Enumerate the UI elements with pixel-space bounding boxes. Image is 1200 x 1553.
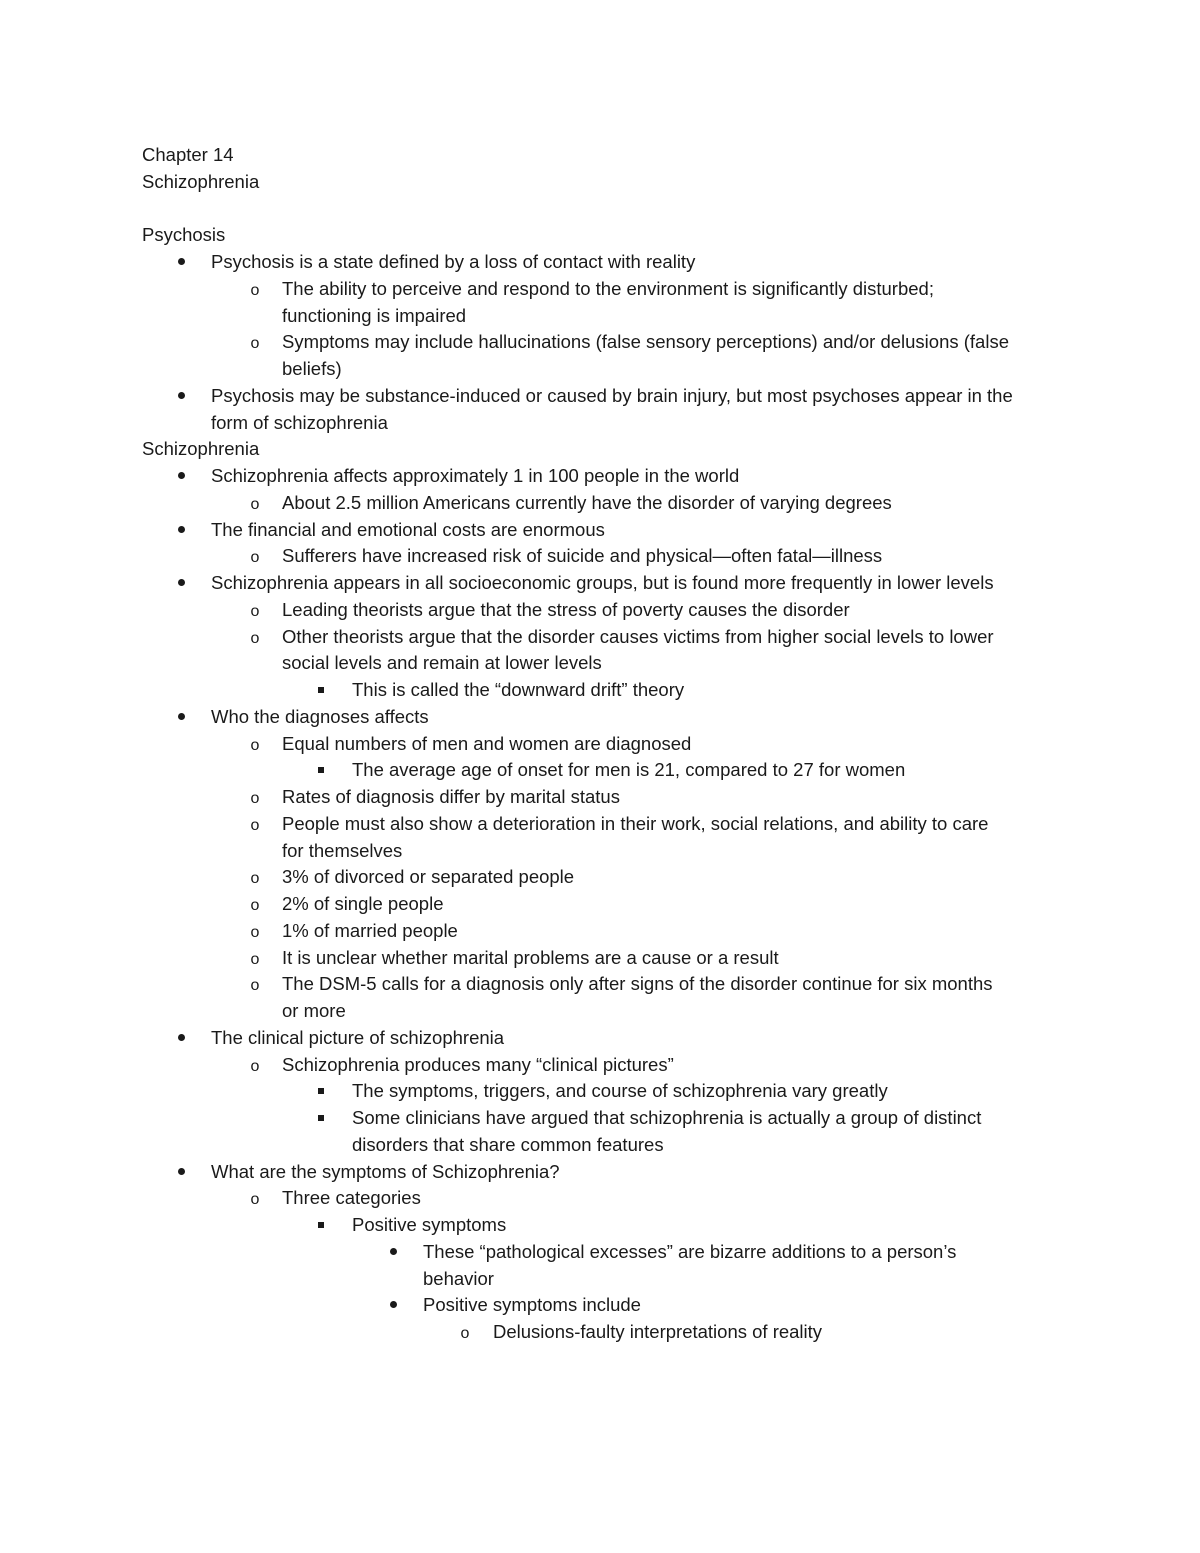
circle-bullet-icon: o bbox=[250, 495, 260, 513]
circle-bullet-icon: o bbox=[250, 870, 260, 888]
list-item-text: functioning is impaired bbox=[282, 304, 467, 326]
circle-bullet-icon: o bbox=[250, 335, 260, 353]
circle-bullet-icon: o bbox=[250, 790, 260, 807]
list-item-text: disorders that share common features bbox=[352, 1133, 664, 1155]
bullet-icon bbox=[173, 705, 189, 729]
list-item-text: Schizophrenia produces many “clinical pictures” bbox=[282, 1053, 674, 1075]
circle-bullet-icon: o bbox=[250, 977, 260, 995]
circle-bullet-icon: o bbox=[250, 950, 260, 968]
list-item-text: Positive symptoms bbox=[352, 1214, 507, 1235]
list-item-text: It is unclear whether marital problems are a cause or a result bbox=[282, 946, 779, 968]
bullet-icon bbox=[385, 1240, 401, 1264]
list-item-text: 3% of divorced or separated people bbox=[282, 866, 575, 888]
bullet-icon bbox=[173, 384, 189, 408]
circle-bullet-icon: o bbox=[250, 923, 260, 941]
list-item-text: 2% of single people bbox=[282, 893, 444, 914]
list-item-text: Three categories bbox=[282, 1187, 421, 1209]
circle-bullet-icon: o bbox=[250, 1057, 260, 1075]
circle-bullet-icon: o bbox=[250, 1191, 260, 1209]
list-item-text: The symptoms, triggers, and course of schizophrenia vary greatly bbox=[352, 1080, 888, 1102]
list-item-text: or more bbox=[282, 1000, 346, 1021]
list-item-text: The DSM-5 calls for a diagnosis only after signs of the disorder continue for six months bbox=[282, 973, 993, 995]
bullet-icon bbox=[173, 1026, 189, 1050]
list-item-text: The ability to perceive and respond to the environment is significantly disturbed; bbox=[282, 277, 934, 299]
list-item-text: Symptoms may include hallucinations (false sensory perceptions) and/or delusions (false bbox=[282, 331, 1009, 353]
circle-bullet-icon: o bbox=[250, 549, 260, 567]
circle-bullet-icon: o bbox=[250, 602, 260, 620]
list-item-text: Delusions-faulty interpretations of reality bbox=[493, 1321, 823, 1342]
list-item-text: Rates of diagnosis differ by marital status bbox=[282, 786, 620, 807]
list-item-text: Other theorists argue that the disorder causes victims from higher social levels to lower bbox=[282, 625, 994, 647]
square-bullet-icon bbox=[313, 1079, 329, 1103]
list-item-text: Schizophrenia appears in all socioeconomic groups, but is found more frequently in lower levels bbox=[211, 572, 994, 593]
circle-bullet-icon: o bbox=[250, 281, 260, 299]
square-bullet-icon bbox=[313, 1106, 329, 1130]
list-item-text: Schizophrenia affects approximately 1 in 100 people in the world bbox=[211, 465, 740, 486]
heading-line: Schizophrenia bbox=[142, 170, 260, 192]
list-item-text: Leading theorists argue that the stress of poverty causes the disorder bbox=[282, 598, 850, 620]
list-item-text: form of schizophrenia bbox=[211, 411, 388, 433]
list-item-text: 1% of married people bbox=[282, 919, 458, 941]
bullet-icon bbox=[173, 518, 189, 542]
list-item-text: People must also show a deterioration in their work, social relations, and ability to care bbox=[282, 812, 989, 834]
list-item-text: This is called the “downward drift” theory bbox=[352, 679, 685, 700]
list-item-text: for themselves bbox=[282, 839, 403, 861]
list-item-text: About 2.5 million Americans currently have the disorder of varying degrees bbox=[282, 491, 892, 513]
circle-bullet-icon: o bbox=[250, 897, 260, 914]
square-bullet-icon bbox=[313, 678, 329, 702]
circle-bullet-icon: o bbox=[250, 816, 260, 834]
bullet-icon bbox=[173, 1160, 189, 1184]
list-item-text: Some clinicians have argued that schizophrenia is actually a group of distinct bbox=[352, 1107, 982, 1128]
list-item-text: What are the symptoms of Schizophrenia? bbox=[211, 1160, 560, 1182]
list-item-text: Equal numbers of men and women are diagnosed bbox=[282, 732, 692, 754]
circle-bullet-icon: o bbox=[250, 629, 260, 647]
heading-line: Chapter 14 bbox=[142, 144, 234, 165]
list-item-text: beliefs) bbox=[282, 358, 342, 379]
list-item-text: Psychosis may be substance-induced or caused by brain injury, but most psychoses appear in the bbox=[211, 384, 1013, 406]
list-item-text: The clinical picture of schizophrenia bbox=[211, 1026, 505, 1048]
list-item-text: Who the diagnoses affects bbox=[211, 705, 429, 727]
bullet-icon bbox=[173, 464, 189, 488]
list-item-text: The average age of onset for men is 21, compared to 27 for women bbox=[352, 759, 906, 781]
bullet-icon bbox=[385, 1293, 401, 1317]
list-item-text: behavior bbox=[423, 1267, 494, 1289]
circle-bullet-icon: o bbox=[460, 1325, 470, 1342]
list-item-text: Sufferers have increased risk of suicide and physical—often fatal—illness bbox=[282, 545, 883, 567]
list-item-text: Psychosis is a state defined by a loss of contact with reality bbox=[211, 251, 696, 272]
list-item-text: These “pathological excesses” are bizarre additions to a person’s bbox=[423, 1240, 957, 1262]
bullet-icon bbox=[173, 571, 189, 595]
list-item-text: The financial and emotional costs are enormous bbox=[211, 518, 605, 540]
square-bullet-icon bbox=[313, 1213, 329, 1237]
circle-bullet-icon: o bbox=[250, 736, 260, 754]
square-bullet-icon bbox=[313, 758, 329, 782]
list-item-text: social levels and remain at lower levels bbox=[282, 652, 602, 674]
bullet-icon bbox=[173, 250, 189, 274]
heading-line: Schizophrenia bbox=[142, 438, 260, 460]
list-item-text: Positive symptoms include bbox=[423, 1294, 641, 1316]
heading-line: Psychosis bbox=[142, 224, 226, 246]
